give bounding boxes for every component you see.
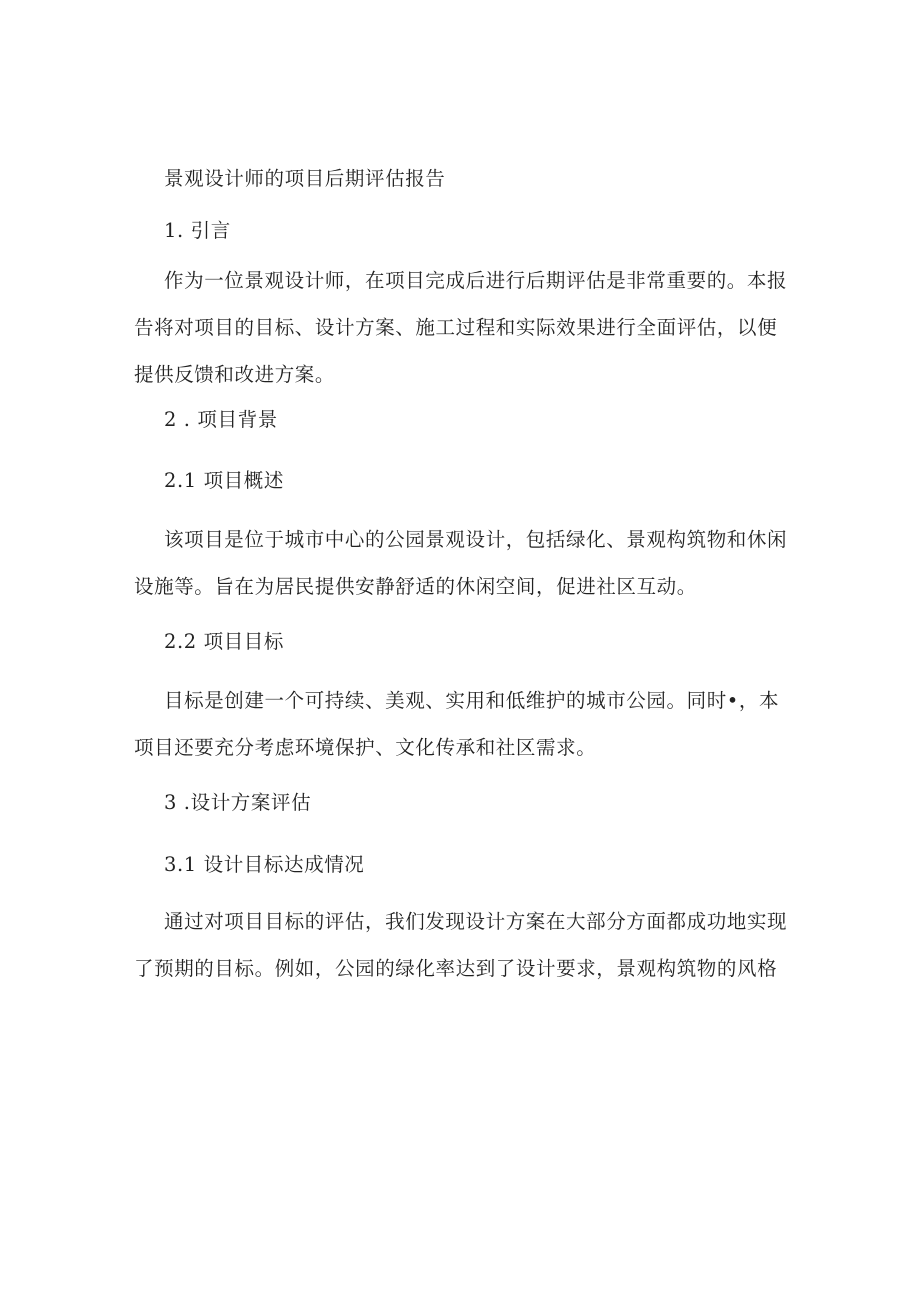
paragraph-line: 了预期的目标。例如，公园的绿化率达到了设计要求，景观构筑物的风格	[134, 957, 778, 980]
section-heading-intro: 1. 引言	[164, 219, 231, 242]
paragraph-design-goal	[134, 910, 794, 981]
paragraph-line: 告将对项目的目标、设计方案、施工过程和实际效果进行全面评估，以便	[134, 316, 778, 339]
paragraph-line: 项目还要充分考虑环境保护、文化传承和社区需求。	[134, 736, 597, 759]
section-heading-overview: 2.1 项目概述	[164, 469, 285, 492]
section-heading-design-eval: 3 .设计方案评估	[164, 791, 312, 814]
paragraph-intro	[134, 269, 794, 387]
paragraph-line: 作为一位景观设计师，在项目完成后进行后期评估是非常重要的。本报	[164, 269, 788, 292]
paragraph-line: 该项目是位于城市中心的公园景观设计，包括绿化、景观构筑物和休闲	[164, 528, 788, 551]
paragraph-line: 通过对项目目标的评估，我们发现设计方案在大部分方面都成功地实现	[164, 910, 788, 933]
section-heading-background: 2 . 项目背景	[164, 408, 278, 431]
paragraph-overview	[134, 528, 794, 599]
section-heading-design-goal: 3.1 设计目标达成情况	[164, 853, 365, 876]
paragraph-line: 提供反馈和改进方案。	[134, 363, 336, 386]
paragraph-goal	[134, 689, 794, 760]
section-heading-goal: 2.2 项目目标	[164, 630, 285, 653]
paragraph-line: 设施等。旨在为居民提供安静舒适的休闲空间，促进社区互动。	[134, 575, 697, 598]
document-title: 景观设计师的项目后期评估报告	[164, 167, 446, 190]
paragraph-line: 目标是创建一个可持续、美观、实用和低维护的城市公园。同时•，本	[164, 689, 780, 712]
